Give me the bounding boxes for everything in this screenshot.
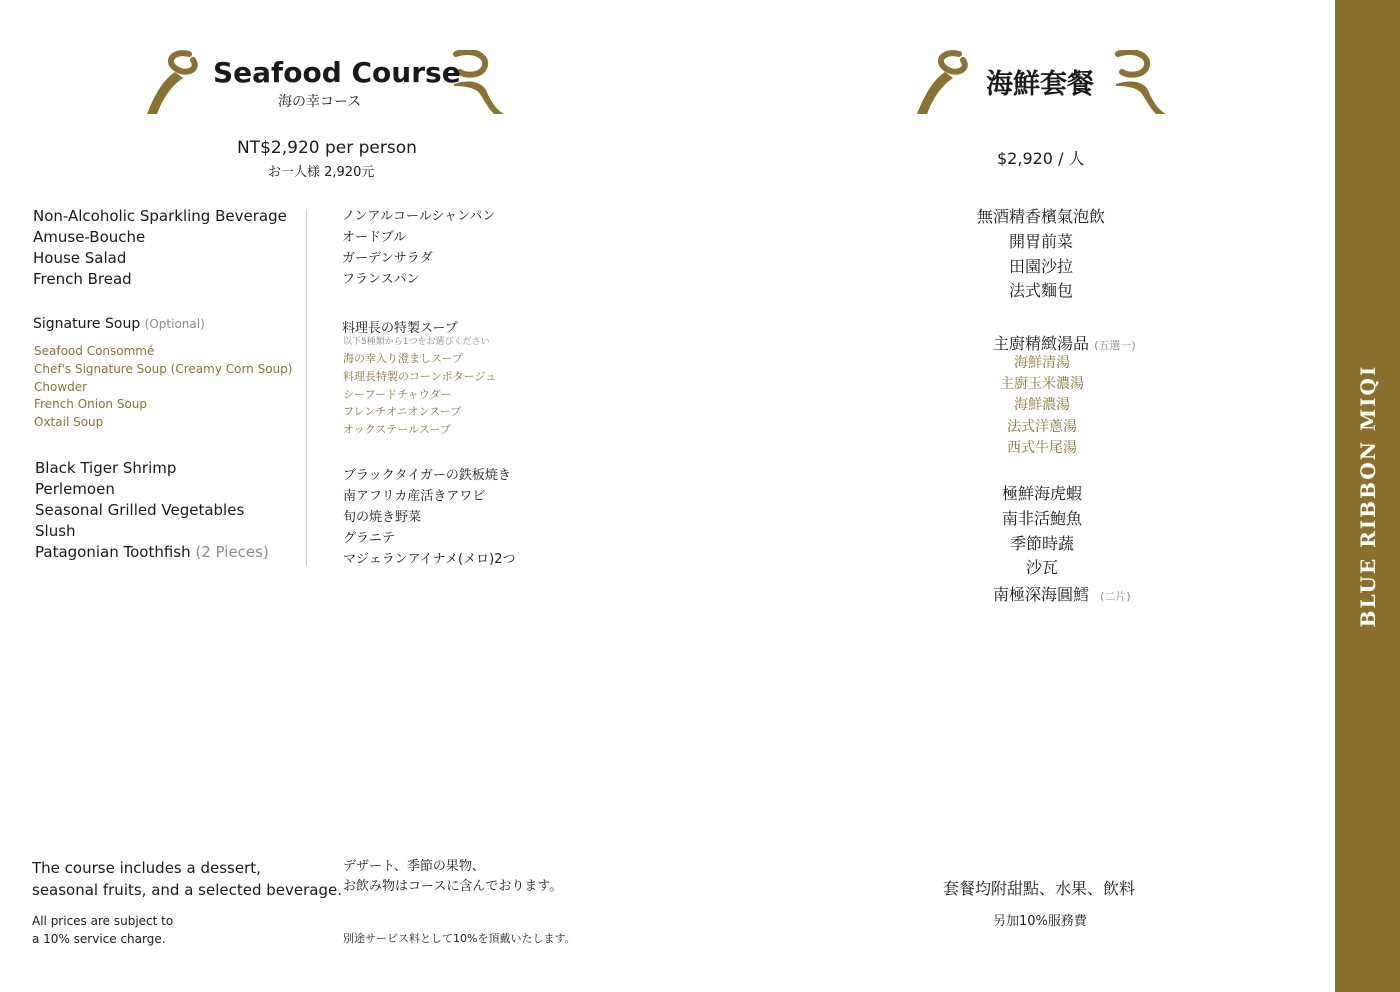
list-item: 無酒精香檳氣泡飲 <box>976 207 1105 226</box>
list-item: ブラックタイガーの鉄板焼き <box>343 468 511 483</box>
list-item: 料理長特製のコーンポタージュ <box>343 369 497 383</box>
list-item: Non-Alcoholic Sparkling Beverage <box>33 207 287 225</box>
soup-choose-note: (五選一) <box>1094 339 1136 352</box>
page-title: Seafood Course <box>213 56 461 89</box>
footer-note-jp <box>343 857 562 897</box>
brand-ribbon-text: BLUE RIBBON MIQI <box>1355 364 1380 628</box>
list-item: 主廚玉米濃湯 <box>1000 376 1084 393</box>
list-item: 法式麵包 <box>1008 281 1073 301</box>
list-item: フレンチオニオンスープ <box>343 405 462 419</box>
quantity-note: (2 Pieces) <box>195 543 269 561</box>
price-jp: お一人様 2,920元 <box>268 165 375 180</box>
price-en: NT$2,920 per person <box>237 138 417 158</box>
list-item: 南アフリカ産活きアワビ <box>343 489 486 504</box>
list-item: 海鮮清湯 <box>1014 355 1070 371</box>
list-item: Seafood Consommé <box>34 344 155 358</box>
brand-ribbon <box>1335 0 1400 992</box>
list-item: 極鮮海虎蝦 <box>1001 484 1082 503</box>
footer-line: seasonal fruits, and a selected beverage. <box>32 880 342 899</box>
list-item: フランスパン <box>342 272 420 287</box>
starters-list-jp <box>342 206 495 290</box>
list-item: シーフードチャウダー <box>343 387 452 401</box>
list-item-label: 南極深海圓鱈 <box>993 585 1090 604</box>
service-note-zh: 另加10%服務費 <box>993 914 1087 929</box>
list-item: Seasonal Grilled Vegetables <box>35 501 245 519</box>
list-item: Chef's Signature Soup (Creamy Corn Soup) <box>34 361 293 376</box>
list-item: House Salad <box>33 249 127 267</box>
footer-line: お飲み物はコースに含んでおります。 <box>343 879 563 894</box>
list-item: オードブル <box>342 230 407 245</box>
list-item: 西式牛尾湯 <box>1007 439 1077 456</box>
list-item: 田園沙拉 <box>1008 256 1073 276</box>
right-flourish-icon <box>915 50 975 116</box>
footer-line: The course includes a dessert, <box>32 859 261 877</box>
service-note-en <box>32 913 173 948</box>
soup-optional-note: (Optional) <box>144 317 205 331</box>
list-item: Chowder <box>34 379 88 394</box>
list-item: グラニテ <box>343 531 396 546</box>
soup-heading-jp: 料理長の特製スープ <box>342 321 458 336</box>
soup-list-en <box>34 343 292 432</box>
starters-list-zh <box>941 205 1141 304</box>
service-line: a 10% service charge. <box>32 931 166 946</box>
list-item <box>993 582 1131 605</box>
list-item: Perlemoen <box>35 480 115 498</box>
quantity-note: (二片) <box>1100 590 1131 603</box>
list-item: Slush <box>35 522 76 540</box>
footer-note-en <box>32 858 342 901</box>
list-item-label: Patagonian Toothfish <box>35 543 191 561</box>
list-item <box>35 542 269 563</box>
soup-heading-en <box>33 316 205 332</box>
list-item: 海鮮濃湯 <box>1014 397 1070 414</box>
page-title-zh: 海鮮套餐 <box>986 69 1094 100</box>
list-item: Amuse-Bouche <box>33 228 146 246</box>
soup-list-jp <box>343 350 496 439</box>
mains-list-jp <box>343 465 515 570</box>
list-item: オックステールスープ <box>343 423 451 437</box>
list-item: 海の幸入り澄ましスープ <box>343 352 463 365</box>
column-divider <box>306 209 307 566</box>
page-title-jp: 海の幸コース <box>278 94 362 110</box>
list-item: Oxtail Soup <box>34 415 104 430</box>
list-item: マジェランアイナメ(メロ)2つ <box>343 552 516 567</box>
list-item: 旬の焼き野菜 <box>343 510 422 525</box>
list-item: ノンアルコールシャンパン <box>342 209 496 224</box>
price-zh: $2,920 / 人 <box>997 149 1085 168</box>
mains-list-en <box>35 458 269 563</box>
right-flourish-r-icon <box>1112 50 1168 116</box>
footer-line: デザート、季節の果物、 <box>343 859 485 874</box>
soup-note-jp: 以下5種類から1つをお選びください <box>343 337 490 347</box>
starters-list-en <box>33 206 287 290</box>
list-item: ガーデンサラダ <box>342 251 433 266</box>
footer-note-zh: 套餐均附甜點、水果、飲料 <box>943 879 1136 898</box>
service-line: All prices are subject to <box>32 914 174 928</box>
mains-list-zh <box>942 482 1142 581</box>
soup-list-zh <box>942 353 1142 459</box>
soup-heading-zh <box>993 331 1136 354</box>
list-item: 沙瓦 <box>1025 558 1058 578</box>
list-item: 法式洋蔥湯 <box>1007 418 1077 435</box>
service-note-jp: 別途サービス料として10%を頂戴いたします。 <box>343 932 576 945</box>
list-item: 開胃前菜 <box>1008 231 1073 251</box>
list-item: Black Tiger Shrimp <box>35 459 177 477</box>
left-flourish-icon <box>145 50 205 116</box>
soup-heading-label: 主廚精緻湯品 <box>993 334 1090 353</box>
list-item: 季節時蔬 <box>1009 533 1074 553</box>
list-item: 南非活鮑魚 <box>1001 508 1082 528</box>
soup-heading-label: Signature Soup <box>33 316 141 332</box>
list-item: French Onion Soup <box>34 397 148 412</box>
list-item: French Bread <box>33 270 132 288</box>
